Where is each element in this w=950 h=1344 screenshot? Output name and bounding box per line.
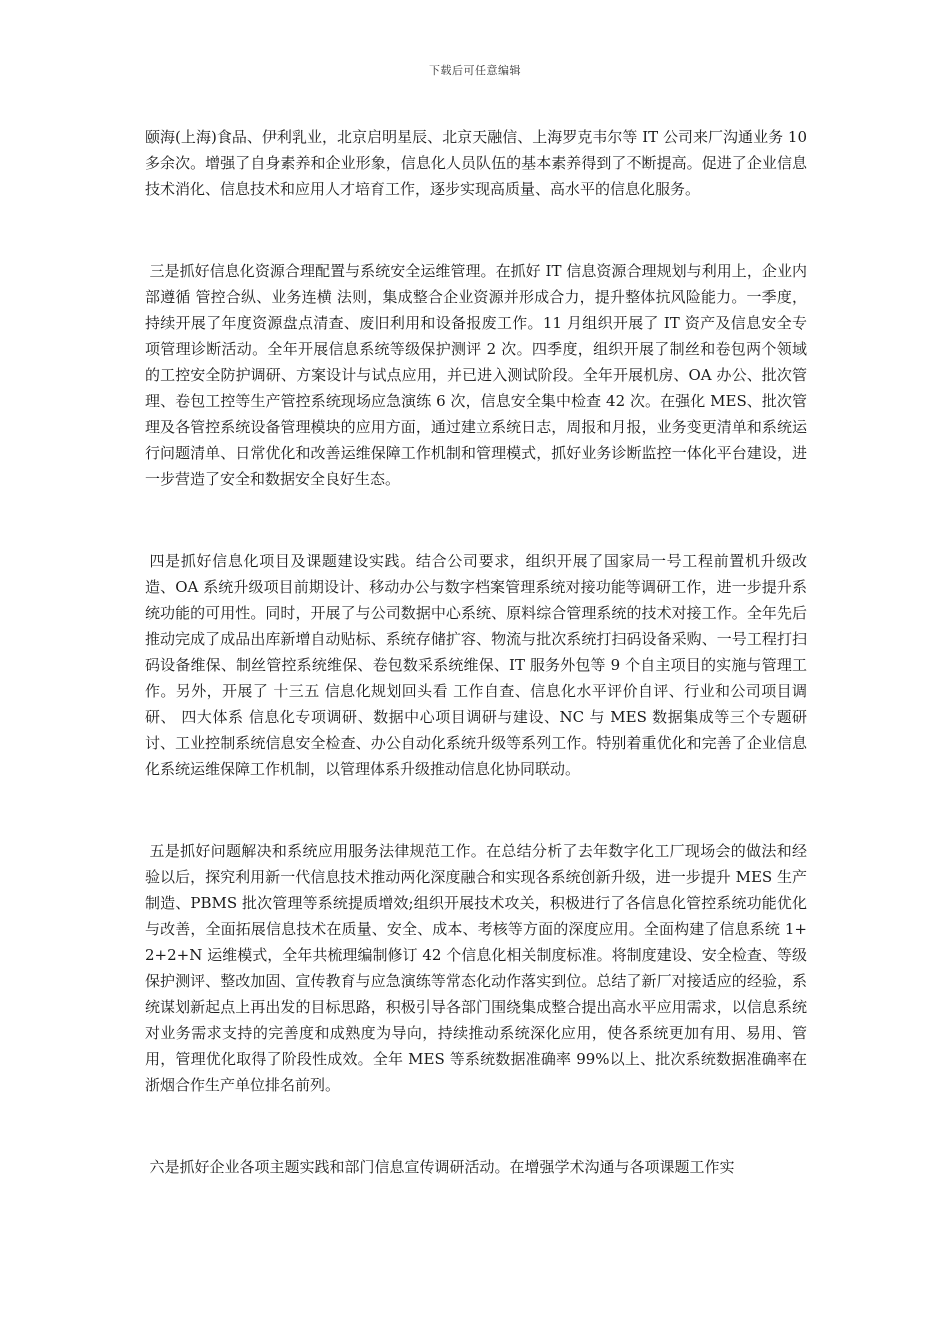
page-header-note: 下载后可任意编辑 <box>429 64 521 77</box>
paragraph-section-four: 四是抓好信息化项目及课题建设实践。结合公司要求，组织开展了国家局一号工程前置机升级改造、OA 系统升级项目前期设计、移动办公与数字档案管理系统对接功能等调研工作，进一步提升系统功能的可用性。同时，开展了与公司数据中心系统、原料综合管理系统的技术对接工作。全年先后推动完成了成品出库新增自动贴标、系统存储扩容、物流与批次系统打扫码设备采购、一号工程打扫码设备维保、制丝管控系统维保、卷包数采系统维保、IT 服务外包等 9 个自主项目的实施与管理工作。另外，开展了 十三五 信息化规划回头看 工作自查、信息化水平评价自评、行业和公司项目调研、 四大体系 信息化专项调研、数据中心项目调研与建设、NC 与 MES 数据集成等三个专题研讨、工业控制系统信息安全检查、办公自动化系统升级等系列工作。特别着重优化和完善了企业信息化系统运维保障工作机制，以管理体系升级推动信息化协同联动。 <box>145 552 807 778</box>
paragraph-continuation: 颐海(上海)食品、伊利乳业，北京启明星辰、北京天融信、上海罗克韦尔等 IT 公司来厂沟通业务 10 多余次。增强了自身素养和企业形象，信息化人员队伍的基本素养得到了不断提高。促进了企业信息技术消化、信息技术和应用人才培育工作，逐步实现高质量、高水平的信息化服务。 <box>145 128 807 198</box>
document-body <box>145 124 807 1180</box>
paragraph-section-six: 六是抓好企业各项主题实践和部门信息宣传调研活动。在增强学术沟通与各项课题工作实 <box>149 1158 735 1176</box>
paragraph-section-three: 三是抓好信息化资源合理配置与系统安全运维管理。在抓好 IT 信息资源合理规划与利用上，企业内部遵循 管控合纵、业务连横 法则，集成整合企业资源并形成合力，提升整体抗风险能力。一季度，持续开展了年度资源盘点清查、废旧利用和设备报废工作。11 月组织开展了 IT 资产及信息安全专项管理诊断活动。全年开展信息系统等级保护测评 2 次。四季度，组织开展了制丝和卷包两个领域的工控安全防护调研、方案设计与试点应用，并已进入测试阶段。全年开展机房、OA 办公、批次管理、卷包工控等生产管控系统现场应急演练 6 次，信息安全集中检查 42 次。在强化 MES、批次管理及各管控系统设备管理模块的应用方面，通过建立系统日志，周报和月报，业务变更清单和系统运行问题清单、日常优化和改善运维保障工作机制和管理模式，抓好业务诊断监控一体化平台建设，进一步营造了安全和数据安全良好生态。 <box>145 262 807 488</box>
paragraph-section-five: 五是抓好问题解决和系统应用服务法律规范工作。在总结分析了去年数字化工厂现场会的做法和经验以后，探究利用新一代信息技术推动两化深度融合和实现各系统创新升级，进一步提升 MES 生产制造、PBMS 批次管理等系统提质增效;组织开展技术攻关，积极进行了各信息化管控系统功能优化与改善，全面拓展信息技术在质量、安全、成本、考核等方面的深度应用。全面构建了信息系统 1+2+2+N 运维模式，全年共梳理编制修订 42 个信息化相关制度标准。将制度建设、安全检查、等级保护测评、整改加固、宣传教育与应急演练等常态化动作落实到位。总结了新厂对接适应的经验，系统谋划新起点上再出发的目标思路，积极引导各部门围绕集成整合提出高水平应用需求，以信息系统对业务需求支持的完善度和成熟度为导向，持续推动系统深化应用，使各系统更加有用、易用、管用，管理优化取得了阶段性成效。全年 MES 等系统数据准确率 99%以上、批次系统数据准确率在浙烟合作生产单位排名前列。 <box>145 842 807 1094</box>
